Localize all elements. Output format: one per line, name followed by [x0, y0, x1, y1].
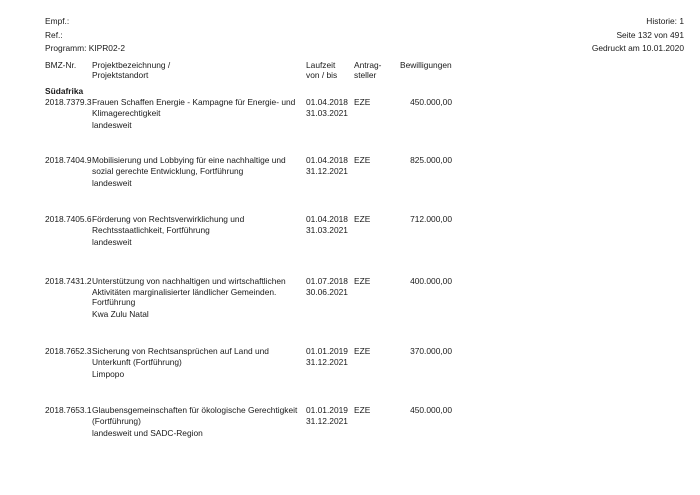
entry-amount: 712.000,00: [410, 214, 452, 224]
column-project-line1: Projektbezeichnung /: [92, 60, 171, 70]
entry-start-date: 01.04.2018: [306, 97, 348, 107]
entry-applicant: EZE: [354, 346, 371, 356]
table-row: [0, 155, 700, 195]
column-project-line2: Projektstandort: [92, 70, 149, 80]
entry-location: landesweit: [92, 237, 132, 247]
section-country: Südafrika: [45, 86, 84, 96]
column-term-line1: Laufzeit: [306, 60, 336, 70]
entry-applicant: EZE: [354, 97, 371, 107]
table-row: [0, 97, 700, 137]
entry-location: landesweit: [92, 178, 132, 188]
entry-start-date: 01.01.2019: [306, 405, 348, 415]
printed-date: Gedruckt am 10.01.2020: [591, 43, 684, 53]
column-applicant-line1: Antrag-: [354, 60, 382, 70]
column-applicant-line2: steller: [354, 70, 377, 80]
entry-location: landesweit: [92, 120, 132, 130]
program-label: Programm: KIPR02-2: [45, 43, 126, 53]
entry-start-date: 01.07.2018: [306, 276, 348, 286]
entry-bmz-nr: 2018.7653.1: [45, 405, 92, 415]
entry-start-date: 01.04.2018: [306, 155, 348, 165]
entry-bmz-nr: 2018.7404.9: [45, 155, 92, 165]
table-row: [0, 346, 700, 386]
entry-location: Kwa Zulu Natal: [92, 309, 149, 319]
column-bmz-nr: BMZ-Nr.: [45, 60, 77, 70]
entry-applicant: EZE: [354, 276, 371, 286]
entry-location: Limpopo: [92, 369, 125, 379]
entry-bmz-nr: 2018.7405.6: [45, 214, 92, 224]
entry-bmz-nr: 2018.7379.3: [45, 97, 92, 107]
entry-end-date: 31.12.2021: [306, 415, 348, 426]
entry-bmz-nr: 2018.7431.2: [45, 276, 92, 286]
table-row: [0, 214, 700, 254]
entry-title: Förderung von Rechtsverwirklichung und Rechtsstaatlichkeit, Fortführung: [92, 214, 245, 235]
reference-label: Ref.:: [45, 30, 63, 40]
recipient-label: Empf.:: [45, 16, 70, 26]
entry-bmz-nr: 2018.7652.3: [45, 346, 92, 356]
entry-applicant: EZE: [354, 405, 371, 415]
entry-title: Unterstützung von nachhaltigen und wirtschaftlichen Aktivitäten marginalisierter ländlicher Gemeinden. Fortführung: [92, 276, 286, 307]
entry-end-date: 31.03.2021: [306, 224, 348, 235]
entry-end-date: 31.12.2021: [306, 165, 348, 176]
entry-title: Mobilisierung und Lobbying für eine nachhaltige und sozial gerechte Entwicklung, Fortführung: [92, 155, 286, 176]
entry-end-date: 31.03.2021: [306, 107, 348, 118]
entry-amount: 400.000,00: [410, 276, 452, 286]
table-row: [0, 276, 700, 326]
entry-title: Frauen Schaffen Energie - Kampagne für Energie- und Klimagerechtigkeit: [92, 97, 296, 118]
table-row: [0, 405, 700, 445]
entry-amount: 450.000,00: [410, 97, 452, 107]
entry-amount: 370.000,00: [410, 346, 452, 356]
entry-location: landesweit und SADC-Region: [92, 428, 203, 438]
entry-title: Sicherung von Rechtsansprüchen auf Land und Unterkunft (Fortführung): [92, 346, 269, 367]
page-number: Seite 132 von 491: [616, 30, 684, 40]
history-label: Historie: 1: [646, 16, 684, 26]
entry-end-date: 30.06.2021: [306, 286, 348, 297]
entry-start-date: 01.04.2018: [306, 214, 348, 224]
entry-end-date: 31.12.2021: [306, 356, 348, 367]
entry-applicant: EZE: [354, 214, 371, 224]
entry-amount: 450.000,00: [410, 405, 452, 415]
column-term-line2: von / bis: [306, 70, 338, 80]
column-grants: Bewilligungen: [400, 60, 452, 70]
entry-start-date: 01.01.2019: [306, 346, 348, 356]
entry-applicant: EZE: [354, 155, 371, 165]
entry-title: Glaubensgemeinschaften für ökologische Gerechtigkeit (Fortführung): [92, 405, 298, 426]
entry-amount: 825.000,00: [410, 155, 452, 165]
